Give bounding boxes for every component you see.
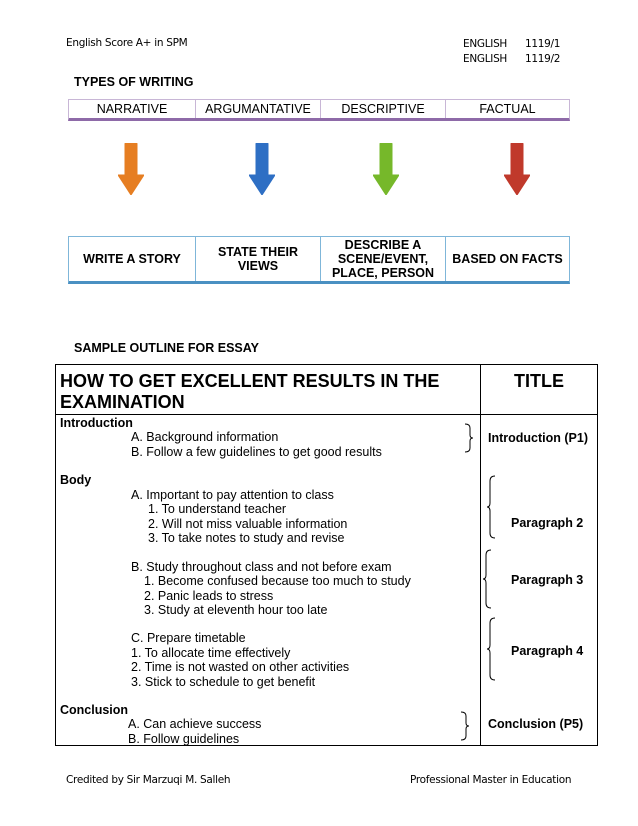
paper-code: 1119/2 [525,53,561,65]
description-line: DESCRIBE A [344,238,422,252]
conclusion-label: Conclusion (P5) [488,717,584,731]
intro-point: B. Follow a few guidelines to get good results [131,445,382,459]
footer-credit: Credited by Sir Marzuqi M. Salleh [66,774,231,786]
down-arrow-icon [504,143,530,195]
right-brace-icon [460,711,470,741]
column-divider [480,365,481,745]
type-factual: FACTUAL [479,102,536,116]
intro-point: A. Background information [131,430,279,444]
paper-code: 1119/1 [525,38,561,50]
left-brace-icon [486,475,496,539]
footer-title: Professional Master in Education [410,774,572,786]
description-narrative [69,237,196,281]
body-subpoint: 2. Panic leads to stress [144,589,274,603]
description-row [68,236,570,284]
body-subpoint: 3. Study at eleventh hour too late [144,603,328,617]
description-text [332,238,434,280]
intro-heading: Introduction [60,416,133,430]
body-subpoint: 1. To allocate time effectively [131,646,291,660]
description-descriptive [321,237,446,281]
conclusion-point: A. Can achieve success [128,717,262,731]
description-line: PLACE, PERSON [331,266,435,280]
body-subpoint: 2. Will not miss valuable information [148,517,348,531]
subject: ENGLISH [463,38,508,50]
header-right [463,37,565,67]
down-arrow-icon [373,143,399,195]
conclusion-heading: Conclusion [60,703,129,717]
body-point: B. Study throughout class and not before exam [131,560,392,574]
description-line: BASED ON FACTS [452,252,563,266]
outline-title-line: HOW TO GET EXCELLENT RESULTS IN THE [60,371,440,391]
description-factual [446,237,569,281]
subject: ENGLISH [463,53,508,65]
outline-title-line: EXAMINATION [60,392,185,412]
paragraph-3-label: Paragraph 3 [511,573,584,587]
description-line: STATE THEIR [217,245,299,259]
body-point: C. Prepare timetable [131,631,246,645]
body-subpoint: 2. Time is not wasted on other activities [131,660,350,674]
row-divider [56,414,597,415]
body-subpoint: 1. Become confused because too much to study [144,574,411,588]
outline-title [60,371,470,413]
left-brace-icon [482,549,492,609]
outline-table [55,364,598,746]
description-line: VIEWS [237,259,279,273]
body-point: A. Important to pay attention to class [131,488,334,502]
down-arrow-icon [118,143,144,195]
types-title: TYPES OF WRITING [74,75,194,89]
header-right-row [463,52,565,67]
body-subpoint: 3. To take notes to study and revise [148,531,345,545]
header-right-row [463,37,565,52]
down-arrow-icon [249,143,275,195]
description-text [218,245,298,273]
outline-title-column: TITLE [514,371,564,391]
right-brace-icon [464,423,474,453]
left-brace-icon [486,617,496,681]
body-heading: Body [60,473,92,487]
body-subpoint: 3. Stick to schedule to get benefit [131,675,316,689]
type-argumentative: ARGUMANTATIVE [196,100,321,118]
description-line: WRITE A STORY [83,252,181,266]
header-left-text: English Score A+ in SPM [66,37,188,49]
types-bar [68,99,570,121]
paragraph-2-label: Paragraph 2 [511,516,584,530]
type-narrative: NARRATIVE [69,100,196,118]
body-subpoint: 1. To understand teacher [148,502,287,516]
description-line: SCENE/EVENT, [337,252,429,266]
conclusion-point: B. Follow guidelines [128,732,240,746]
sample-outline-title: SAMPLE OUTLINE FOR ESSAY [74,341,259,355]
description-argumentative [196,237,321,281]
paragraph-4-label: Paragraph 4 [511,644,584,658]
type-descriptive: DESCRIPTIVE [321,100,446,118]
intro-label: Introduction (P1) [488,431,588,445]
